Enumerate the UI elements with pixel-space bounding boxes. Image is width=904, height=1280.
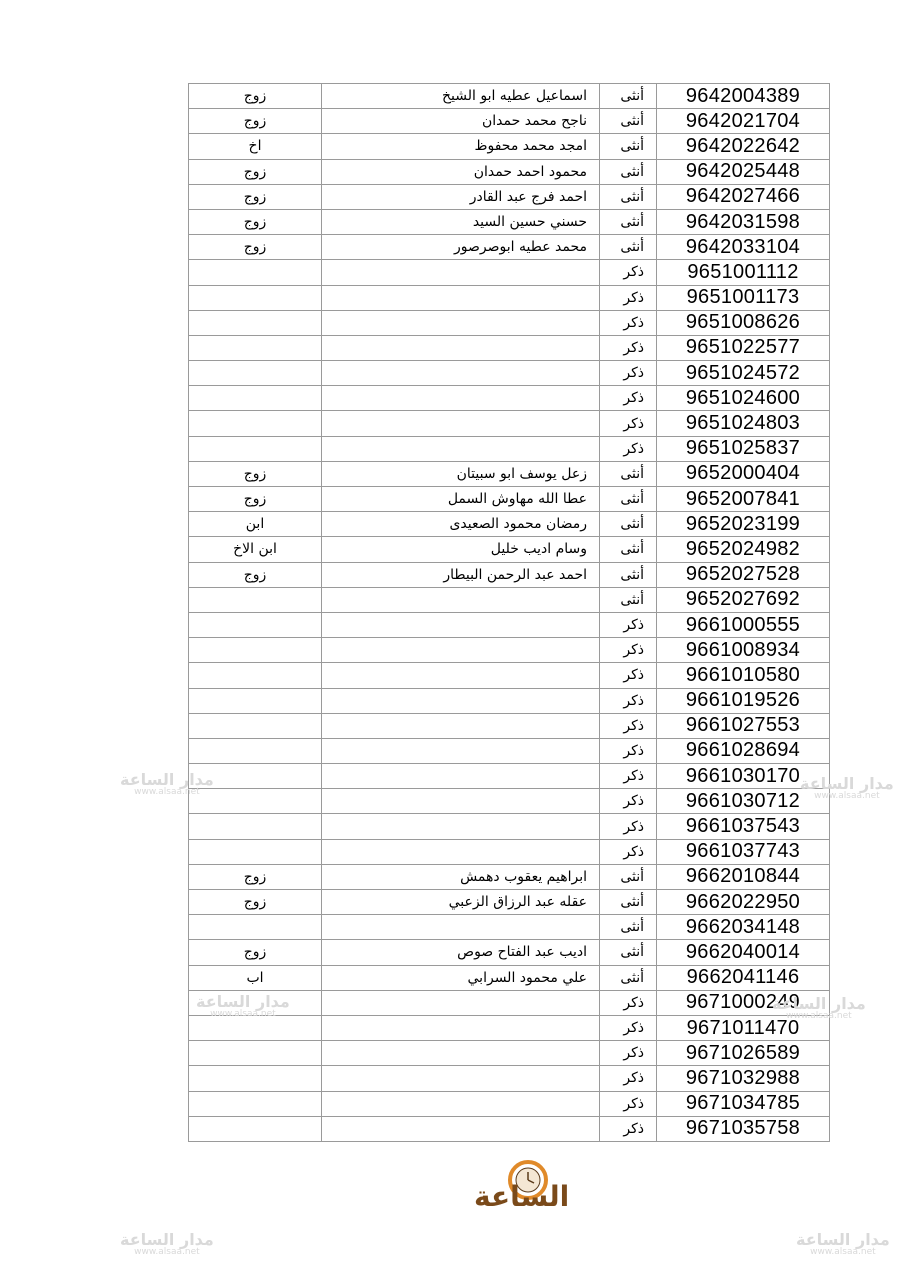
- gender-cell: ذكر: [600, 789, 657, 814]
- relation-cell: [189, 1015, 322, 1040]
- name-cell: محمد عطيه ابوصرصور: [322, 235, 600, 260]
- table-row: [189, 1116, 830, 1141]
- relation-cell: [189, 1041, 322, 1066]
- relation-cell: ابن الاخ: [189, 537, 322, 562]
- gender-cell: أنثى: [600, 864, 657, 889]
- relation-cell: [189, 310, 322, 335]
- relation-cell: زوج: [189, 864, 322, 889]
- number-cell: 9642031598: [657, 209, 830, 234]
- gender-cell: ذكر: [600, 738, 657, 763]
- gender-cell: أنثى: [600, 512, 657, 537]
- gender-cell: ذكر: [600, 990, 657, 1015]
- number-cell: 9652027692: [657, 587, 830, 612]
- table-row: [189, 537, 830, 562]
- watermark-text: مدار الساعة: [800, 774, 894, 793]
- number-cell: 9662010844: [657, 864, 830, 889]
- relation-cell: [189, 612, 322, 637]
- watermark-right-2: [772, 996, 866, 1021]
- name-cell: [322, 612, 600, 637]
- number-cell: 9652024982: [657, 537, 830, 562]
- name-cell: [322, 990, 600, 1015]
- name-cell: اديب عبد الفتاح صوص: [322, 940, 600, 965]
- name-cell: وسام اديب خليل: [322, 537, 600, 562]
- table-row: [189, 688, 830, 713]
- name-cell: محمود احمد حمدان: [322, 159, 600, 184]
- number-cell: 9661000555: [657, 612, 830, 637]
- name-cell: عقله عبد الرزاق الزعبي: [322, 890, 600, 915]
- gender-cell: ذكر: [600, 411, 657, 436]
- relation-cell: [189, 738, 322, 763]
- table-row: [189, 235, 830, 260]
- table-row: [189, 915, 830, 940]
- table-row: [189, 764, 830, 789]
- watermark-text: مدار الساعة: [796, 1230, 890, 1249]
- gender-cell: أنثى: [600, 587, 657, 612]
- gender-cell: أنثى: [600, 159, 657, 184]
- logo-text: الساعة: [474, 1180, 570, 1213]
- name-cell: رمضان محمود الصعيدى: [322, 512, 600, 537]
- table-row: [189, 965, 830, 990]
- table-row: [189, 738, 830, 763]
- number-cell: 9661008934: [657, 638, 830, 663]
- name-cell: [322, 411, 600, 436]
- name-cell: [322, 814, 600, 839]
- gender-cell: أنثى: [600, 109, 657, 134]
- gender-cell: ذكر: [600, 335, 657, 360]
- table-row: [189, 512, 830, 537]
- gender-cell: ذكر: [600, 1015, 657, 1040]
- number-cell: 9651008626: [657, 310, 830, 335]
- number-cell: 9642033104: [657, 235, 830, 260]
- gender-cell: ذكر: [600, 839, 657, 864]
- name-cell: [322, 310, 600, 335]
- name-cell: [322, 1116, 600, 1141]
- watermark-url: www.alsaa.net: [134, 1247, 200, 1257]
- watermark-left-1: [120, 772, 214, 797]
- number-cell: 9642004389: [657, 84, 830, 109]
- table-row: [189, 940, 830, 965]
- table-row: [189, 562, 830, 587]
- gender-cell: أنثى: [600, 184, 657, 209]
- table-row: [189, 184, 830, 209]
- number-cell: 9651024803: [657, 411, 830, 436]
- relation-cell: [189, 411, 322, 436]
- relation-cell: [189, 814, 322, 839]
- gender-cell: ذكر: [600, 361, 657, 386]
- gender-cell: ذكر: [600, 638, 657, 663]
- relation-cell: [189, 915, 322, 940]
- name-cell: عطا الله مهاوش السمل: [322, 487, 600, 512]
- gender-cell: أنثى: [600, 890, 657, 915]
- table-row: [189, 260, 830, 285]
- name-cell: [322, 587, 600, 612]
- table-body: [189, 84, 830, 1142]
- number-cell: 9652023199: [657, 512, 830, 537]
- relation-cell: اب: [189, 965, 322, 990]
- number-cell: 9661027553: [657, 713, 830, 738]
- table-row: [189, 1066, 830, 1091]
- relation-cell: زوج: [189, 84, 322, 109]
- name-cell: [322, 688, 600, 713]
- relation-cell: زوج: [189, 109, 322, 134]
- gender-cell: ذكر: [600, 1116, 657, 1141]
- number-cell: 9671000249: [657, 990, 830, 1015]
- name-cell: زعل يوسف ابو سبيتان: [322, 461, 600, 486]
- table-row: [189, 814, 830, 839]
- number-cell: 9671026589: [657, 1041, 830, 1066]
- gender-cell: ذكر: [600, 436, 657, 461]
- watermark-url: www.alsaa.net: [810, 1247, 876, 1257]
- relation-cell: اخ: [189, 134, 322, 159]
- relation-cell: [189, 688, 322, 713]
- name-cell: [322, 713, 600, 738]
- table-row: [189, 361, 830, 386]
- table-row: [189, 436, 830, 461]
- relation-cell: [189, 1091, 322, 1116]
- watermark-text: مدار الساعة: [772, 994, 866, 1013]
- name-cell: ابراهيم يعقوب دهمش: [322, 864, 600, 889]
- gender-cell: أنثى: [600, 940, 657, 965]
- table-row: [189, 109, 830, 134]
- name-cell: [322, 789, 600, 814]
- name-cell: [322, 260, 600, 285]
- name-cell: [322, 285, 600, 310]
- watermark-left-3: [120, 1232, 214, 1257]
- name-cell: امجد محمد محفوظ: [322, 134, 600, 159]
- table-row: [189, 890, 830, 915]
- relation-cell: زوج: [189, 235, 322, 260]
- number-cell: 9662034148: [657, 915, 830, 940]
- number-cell: 9671035758: [657, 1116, 830, 1141]
- table-row: [189, 839, 830, 864]
- gender-cell: أنثى: [600, 134, 657, 159]
- table-row: [189, 612, 830, 637]
- number-cell: 9661037743: [657, 839, 830, 864]
- number-cell: 9661019526: [657, 688, 830, 713]
- gender-cell: أنثى: [600, 965, 657, 990]
- gender-cell: ذكر: [600, 260, 657, 285]
- table-row: [189, 487, 830, 512]
- name-cell: [322, 764, 600, 789]
- watermark-right-3: [796, 1232, 890, 1257]
- name-cell: [322, 1091, 600, 1116]
- number-cell: 9652007841: [657, 487, 830, 512]
- table-row: [189, 134, 830, 159]
- gender-cell: ذكر: [600, 814, 657, 839]
- watermark-url: www.alsaa.net: [814, 791, 880, 801]
- gender-cell: ذكر: [600, 764, 657, 789]
- relation-cell: زوج: [189, 487, 322, 512]
- table-row: [189, 587, 830, 612]
- number-cell: 9671034785: [657, 1091, 830, 1116]
- name-cell: احمد عبد الرحمن البيطار: [322, 562, 600, 587]
- name-cell: [322, 1066, 600, 1091]
- name-cell: [322, 361, 600, 386]
- name-cell: [322, 1041, 600, 1066]
- relation-cell: [189, 285, 322, 310]
- relation-cell: [189, 839, 322, 864]
- gender-cell: ذكر: [600, 386, 657, 411]
- table-row: [189, 1015, 830, 1040]
- table-row: [189, 159, 830, 184]
- relation-cell: ابن: [189, 512, 322, 537]
- name-cell: احمد فرج عبد القادر: [322, 184, 600, 209]
- number-cell: 9652027528: [657, 562, 830, 587]
- relation-cell: [189, 361, 322, 386]
- relation-cell: [189, 663, 322, 688]
- table-row: [189, 461, 830, 486]
- table-row: [189, 386, 830, 411]
- name-cell: [322, 663, 600, 688]
- watermark-text: مدار الساعة: [120, 770, 214, 789]
- table-row: [189, 310, 830, 335]
- relation-cell: [189, 1116, 322, 1141]
- table-row: [189, 84, 830, 109]
- table-row: [189, 285, 830, 310]
- gender-cell: ذكر: [600, 1041, 657, 1066]
- gender-cell: أنثى: [600, 487, 657, 512]
- gender-cell: ذكر: [600, 688, 657, 713]
- name-cell: [322, 738, 600, 763]
- number-cell: 9651024572: [657, 361, 830, 386]
- gender-cell: أنثى: [600, 209, 657, 234]
- number-cell: 9651022577: [657, 335, 830, 360]
- number-cell: 9661030170: [657, 764, 830, 789]
- gender-cell: أنثى: [600, 235, 657, 260]
- gender-cell: ذكر: [600, 1066, 657, 1091]
- table-row: [189, 864, 830, 889]
- name-cell: [322, 1015, 600, 1040]
- gender-cell: ذكر: [600, 663, 657, 688]
- relation-cell: زوج: [189, 890, 322, 915]
- relation-cell: [189, 386, 322, 411]
- relation-cell: [189, 587, 322, 612]
- table-row: [189, 713, 830, 738]
- watermark-url: www.alsaa.net: [210, 1009, 276, 1019]
- number-cell: 9651001112: [657, 260, 830, 285]
- name-cell: [322, 335, 600, 360]
- name-cell: [322, 915, 600, 940]
- number-cell: 9642027466: [657, 184, 830, 209]
- number-cell: 9651001173: [657, 285, 830, 310]
- number-cell: 9661028694: [657, 738, 830, 763]
- number-cell: 9662022950: [657, 890, 830, 915]
- relation-cell: [189, 713, 322, 738]
- watermark-left-2: [196, 994, 290, 1019]
- gender-cell: أنثى: [600, 562, 657, 587]
- name-cell: علي محمود السرابي: [322, 965, 600, 990]
- number-cell: 9651025837: [657, 436, 830, 461]
- table-row: [189, 209, 830, 234]
- watermark-text: مدار الساعة: [196, 992, 290, 1011]
- gender-cell: أنثى: [600, 461, 657, 486]
- gender-cell: ذكر: [600, 713, 657, 738]
- table-row: [189, 335, 830, 360]
- relation-cell: زوج: [189, 940, 322, 965]
- name-cell: [322, 386, 600, 411]
- relation-cell: زوج: [189, 562, 322, 587]
- gender-cell: أنثى: [600, 84, 657, 109]
- number-cell: 9642022642: [657, 134, 830, 159]
- gender-cell: أنثى: [600, 537, 657, 562]
- watermark-right-1: [800, 776, 894, 801]
- number-cell: 9661037543: [657, 814, 830, 839]
- name-cell: حسني حسين السيد: [322, 209, 600, 234]
- relation-cell: [189, 260, 322, 285]
- number-cell: 9651024600: [657, 386, 830, 411]
- relation-cell: زوج: [189, 159, 322, 184]
- name-cell: ناجح محمد حمدان: [322, 109, 600, 134]
- name-cell: [322, 436, 600, 461]
- relation-cell: [189, 1066, 322, 1091]
- number-cell: 9662041146: [657, 965, 830, 990]
- number-cell: 9661010580: [657, 663, 830, 688]
- name-cell: اسماعيل عطيه ابو الشيخ: [322, 84, 600, 109]
- gender-cell: ذكر: [600, 612, 657, 637]
- table-row: [189, 663, 830, 688]
- watermark-url: www.alsaa.net: [786, 1011, 852, 1021]
- number-cell: 9662040014: [657, 940, 830, 965]
- table-row: [189, 411, 830, 436]
- number-cell: 9642021704: [657, 109, 830, 134]
- relation-cell: [189, 335, 322, 360]
- relation-cell: زوج: [189, 184, 322, 209]
- relation-cell: زوج: [189, 209, 322, 234]
- name-cell: [322, 839, 600, 864]
- table-row: [189, 638, 830, 663]
- data-table: [188, 83, 830, 1142]
- relation-cell: زوج: [189, 461, 322, 486]
- watermark-text: مدار الساعة: [120, 1230, 214, 1249]
- gender-cell: ذكر: [600, 1091, 657, 1116]
- watermark-url: www.alsaa.net: [134, 787, 200, 797]
- number-cell: 9661030712: [657, 789, 830, 814]
- table-row: [189, 1041, 830, 1066]
- table-row: [189, 1091, 830, 1116]
- table-row: [189, 789, 830, 814]
- relation-cell: [189, 638, 322, 663]
- relation-cell: [189, 436, 322, 461]
- gender-cell: ذكر: [600, 310, 657, 335]
- name-cell: [322, 638, 600, 663]
- number-cell: 9642025448: [657, 159, 830, 184]
- gender-cell: ذكر: [600, 285, 657, 310]
- number-cell: 9671011470: [657, 1015, 830, 1040]
- gender-cell: أنثى: [600, 915, 657, 940]
- number-cell: 9652000404: [657, 461, 830, 486]
- number-cell: 9671032988: [657, 1066, 830, 1091]
